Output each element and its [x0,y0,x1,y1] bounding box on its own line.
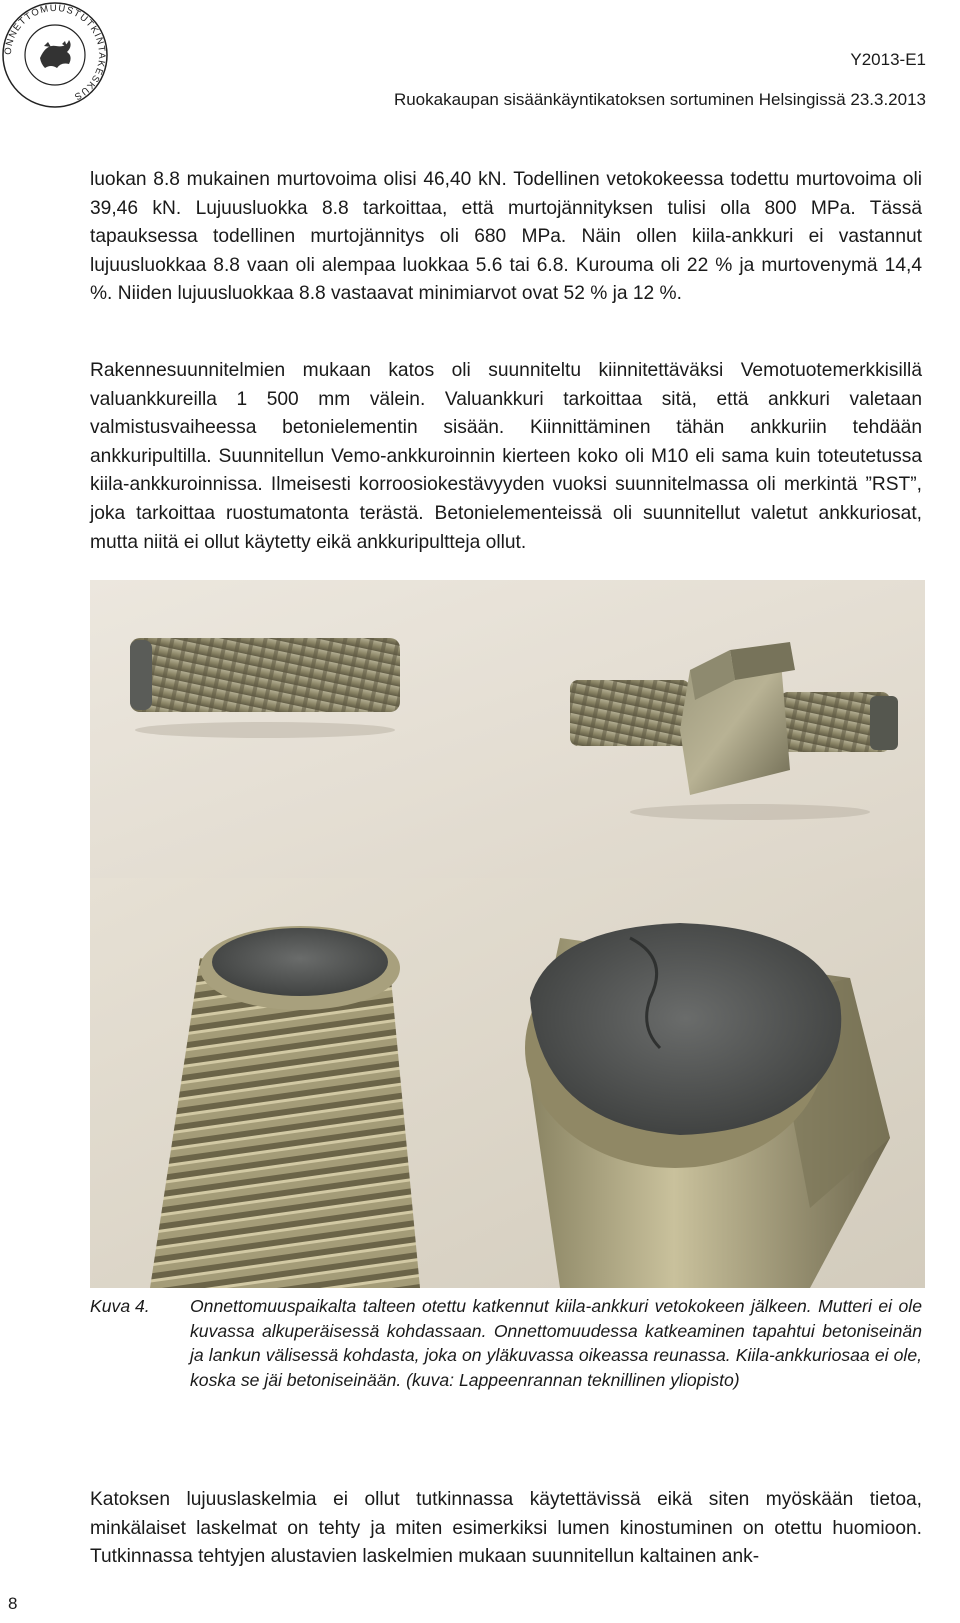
logo-ring-text: ONNETTOMUUSTUTKINTAKESKUS [2,2,108,103]
body-paragraph-2: Rakennesuunnitelmien mukaan katos oli suunniteltu kiinnitettäväksi Vemotuotemerkkisillä valuankkureilla 1 500 mm välein. Valuankkuri tarkoittaa sitä, että ankkuri valetaan valmistusvaiheessa betonielementin sisään. Kiinnittäminen tähän ankkuriin tehdään ankkuripultilla. Suunnitellun Vemo-ankkuroinnin kierteen koko oli M10 eli sama kuin toteutetussa kiila-ankkuroinnissa. Ilmeisesti korroosiokestävyyden vuoksi suunnitelmassa oli merkintä ”RST”, joka tarkoittaa ruostumatonta terästä. Betonielementeissä oli suunnitellut valetut ankkuriosat, mutta niitä ei ollut käytetty eikä ankkuripultteja ollut. [90,360,922,553]
page-number: 8 [8,1594,18,1613]
accident-investigation-logo [0,0,110,110]
document-code: Y2013-E1 [850,50,926,69]
figure-label: Kuva 4. [90,1296,150,1316]
photo-broken-anchor-and-nut [90,580,925,878]
body-paragraph-3: Katoksen lujuuslaskelmia ei ollut tutkinnassa käytettävissä eikä siten myöskään tietoa, minkälaiset laskelmat on tehty ja miten esimerkiksi lumen kinostuminen on otettu huomioon. Tutkinnassa tehtyjen alustavien laskelmien mukaan suunnitellun kaltainen ank- [90,1489,922,1568]
body-paragraph-1: luokan 8.8 mukainen murtovoima olisi 46,40 kN. Todellinen vetokokeessa todettu murtovoima oli 39,46 kN. Lujuusluokka 8.8 tarkoittaa, että murtojännityksen tulisi olla 800 MPa. Tässä tapauksessa todellinen murtojännitys oli 680 MPa. Näin ollen kiila-ankkuri ei vastannut lujuusluokkaa 8.8 vaan oli alempaa luokkaa 5.6 tai 6.8. Kurouma oli 22 % ja murtovenymä 14,4 %. Niiden lujuusluokkaa 8.8 vastaavat minimiarvot ovat 52 % ja 12 %. [90,169,922,305]
lion-emblem-icon [40,40,71,68]
running-header-title: Ruokakaupan sisäänkäyntikatoksen sortuminen Helsingissä 23.3.2013 [393,90,926,109]
figure-caption-text: Onnettomuuspaikalta talteen otettu katkennut kiila-ankkuri vetokokeen jälkeen. Mutteri ei ole kuvassa alkuperäisessä kohdassaan. Onnettomuudessa katkeaminen tapahtui betoniseinän ja lankun välisessä kohdasta, joka on yläkuvassa oikeassa reunassa. Kiila-ankkuriosaa ei ole, koska se jäi betoniseinään. (kuva: Lappeenrannan teknillinen yliopisto) [190,1296,922,1390]
photo-fracture-surface-closeup [90,878,925,1288]
